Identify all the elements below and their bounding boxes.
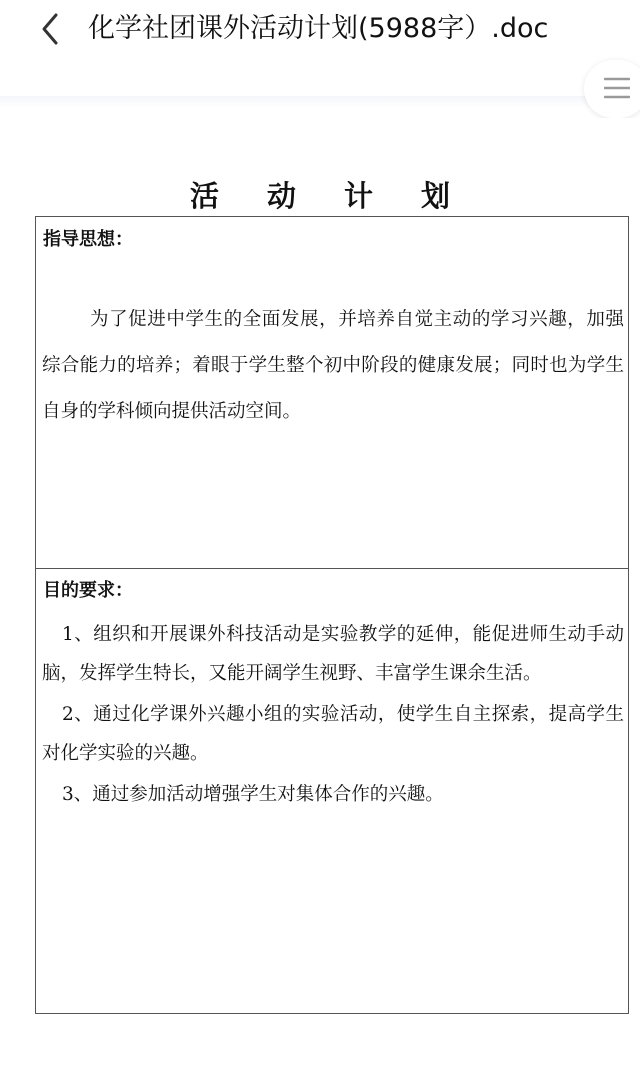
hamburger-menu-icon xyxy=(604,76,630,100)
table-row-divider xyxy=(36,568,628,569)
section-label-objectives: 目的要求： xyxy=(43,580,133,601)
section-label-guiding-idea: 指导思想： xyxy=(43,229,133,250)
back-button[interactable] xyxy=(32,9,72,49)
objective-item-2: 2、通过化学课外兴趣小组的实验活动，使学生自主探索，提高学生对化学实验的兴趣。 xyxy=(42,704,624,764)
toolbar-shadow xyxy=(0,96,640,108)
objective-item-1: 1、组织和开展课外科技活动是实验教学的延伸，能促进师生动手动脑，发挥学生特长，又能开阔学生视野、丰富学生课余生活。 xyxy=(42,624,624,684)
objective-item-3: 3、通过参加活动增强学生对集体合作的兴趣。 xyxy=(62,784,444,805)
document-heading: 活动计划 xyxy=(189,179,498,213)
toolbar-strip xyxy=(0,66,640,118)
guiding-idea-paragraph: 为了促进中学生的全面发展，并培养自觉主动的学习兴趣，加强综合能力的培养；着眼于学生整个初中阶段的健康发展；同时也为学生自身的学科倾向提供活动空间。 xyxy=(42,309,624,422)
top-bar xyxy=(0,0,640,67)
chevron-left-icon xyxy=(32,9,72,49)
menu-button[interactable] xyxy=(584,60,640,118)
document-title: 化学社团课外活动计划(5988字）.doc xyxy=(88,13,549,44)
plan-table xyxy=(35,216,629,1014)
objectives-list xyxy=(42,615,624,816)
